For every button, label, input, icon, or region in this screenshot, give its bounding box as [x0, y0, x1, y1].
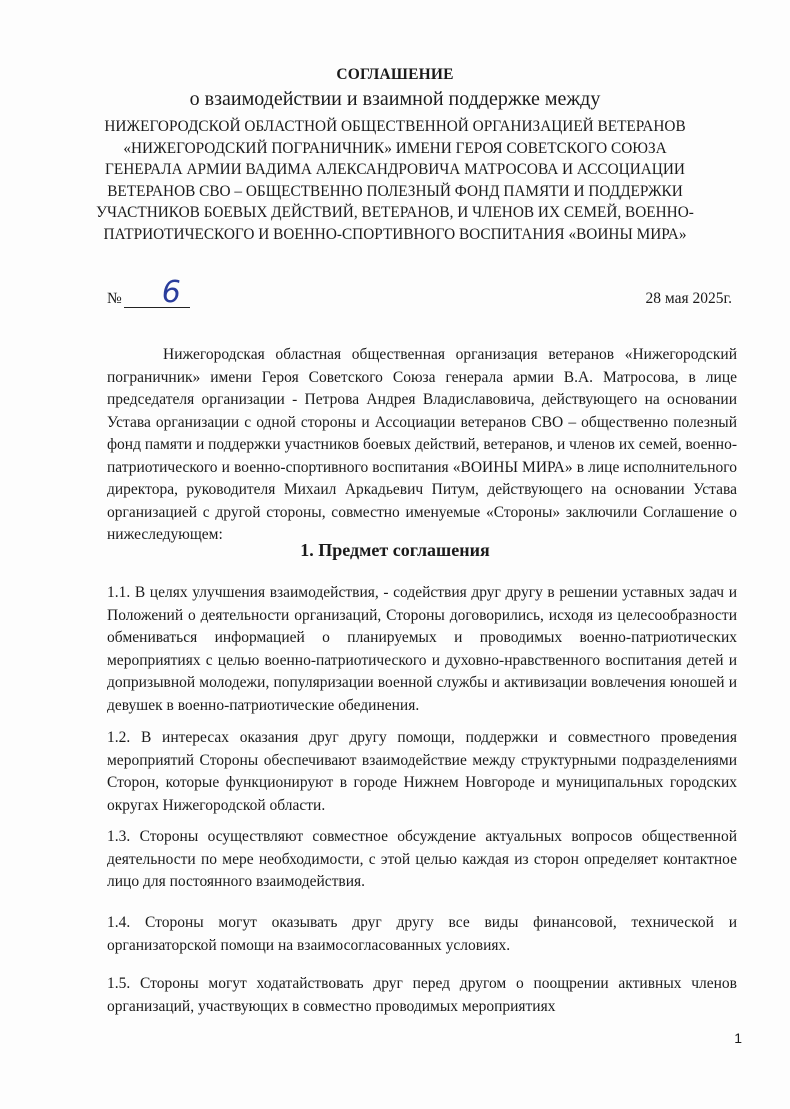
document-title: СОГЛАШЕНИЕ	[336, 66, 454, 83]
document-subtitle: о взаимодействии и взаимной поддержке между	[189, 88, 601, 110]
document-date: 28 мая 2025г.	[645, 290, 732, 307]
clause-1-4: 1.4. Стороны могут оказывать друг другу все виды финансовой, технической и организаторской помощи на взаимосогласованных условиях.	[107, 914, 737, 954]
clause-1-2: 1.2. В интересах оказания друг другу помощи, поддержки и совместного проведения мероприятий Стороны обеспечивают взаимодействие между структурными подразделениями Сторон, которые функционируют в городе Нижнем Новгороде и муниципальных городских округах Нижегородской области.	[107, 729, 737, 814]
organizations-heading: НИЖЕГОРОДСКОЙ ОБЛАСТНОЙ ОБЩЕСТВЕННОЙ ОРГАНИЗАЦИЕЙ ВЕТЕРАНОВ «НИЖЕГОРОДСКИЙ ПОГРАНИЧНИК» ИМЕНИ ГЕРОЯ СОВЕТСКОГО СОЮЗА ГЕНЕРАЛА АРМИИ ВАДИМА АЛЕКСАНДРОВИЧА МАТРОСОВА И АССОЦИАЦИИ ВЕТЕРАНОВ СВО – ОБЩЕСТВЕННО ПОЛЕЗНЫЙ ФОНД ПАМЯТИ И ПОДДЕРЖКИ УЧАСТНИКОВ БОЕВЫХ ДЕЙСТВИЙ, ВЕТЕРАНОВ, И ЧЛЕНОВ ИХ СЕМЕЙ, ВОЕННО-ПАТРИОТИЧЕСКОГО И ВОЕННО-СПОРТИВНОГО ВОСПИТАНИЯ «ВОИНЫ МИРА»	[96, 118, 694, 243]
handwritten-number: 6	[161, 275, 181, 310]
clause-1-3: 1.3. Стороны осуществляют совместное обсуждение актуальных вопросов общественной деятельности по мере необходимости, с этой целью каждая из сторон определяет контактное лицо для постоянного взаимодействия.	[107, 828, 737, 890]
page-number: 1	[734, 1030, 742, 1046]
document-number	[107, 275, 190, 310]
section-title: 1. Предмет соглашения	[300, 540, 490, 560]
number-line	[124, 275, 190, 310]
number-label: №	[107, 290, 122, 307]
intro-paragraph: Нижегородская областная общественная организация ветеранов «Нижегородский пограничник» имени Героя Советского Союза генерала армии В.А. Матросова, в лице председателя организации - Петрова Андрея Владиславовича, действующего на основании Устава организации с одной стороны и Ассоциации ветеранов СВО – общественно полезный фонд памяти и поддержки участников боевых действий, ветеранов, и членов их семей, военно-патриотического и военно-спортивного воспитания «ВОИНЫ МИРА» в лице исполнительного директора, руководителя Михаил Аркадьевич Питум, действующего на основании Устава организацией с другой стороны, совместно именуемые «Стороны» заключили Соглашение о нижеследующем:	[107, 346, 737, 543]
clause-1-5: 1.5. Стороны могут ходатайствовать друг перед другом о поощрении активных членов организаций, участвующих в совместно проводимых мероприятиях	[107, 975, 737, 1015]
clause-1-1: 1.1. В целях улучшения взаимодействия, - содействия друг другу в решении уставных задач и Положений о деятельности организаций, Стороны договорились, исходя из целесообразности обмениваться информацией о планируемых и проводимых военно-патриотических мероприятиях с целью военно-патриотического и духовно-нравственного воспитания детей и допризывной молодежи, популяризации военной службы и активизации вовлечения юношей и девушек в военно-патриотические обединения.	[107, 584, 737, 714]
